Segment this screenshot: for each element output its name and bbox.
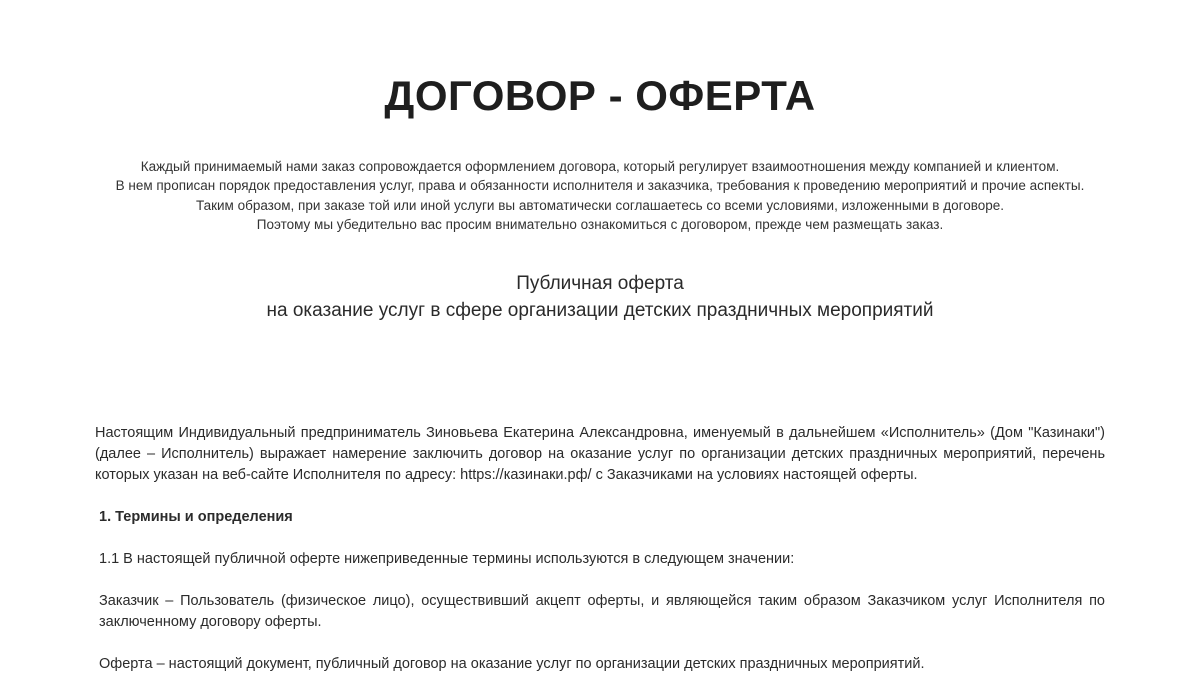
intro-block xyxy=(0,157,1200,234)
document-title: ДОГОВОР - ОФЕРТА xyxy=(384,72,816,119)
subtitle-line-2: на оказание услуг в сфере организации детских праздничных мероприятий xyxy=(266,300,934,321)
intro-line: В нем прописан порядок предоставления услуг, права и обязанности исполнителя и заказчика, требования к проведению мероприятий и прочие аспекты. xyxy=(115,178,1085,194)
clause-1-1: 1.1 В настоящей публичной оферте нижеприведенные термины используются в следующем значении: xyxy=(99,551,795,567)
intro-line: Поэтому мы убедительно вас просим внимательно ознакомиться с договором, прежде чем размещать заказ. xyxy=(256,216,944,232)
term-customer: Заказчик – Пользователь (физическое лицо), осуществивший акцепт оферты, и являющейся таким образом Заказчиком услуг Исполнителя по заключенному договору оферты. xyxy=(99,593,1105,630)
offer-subtitle xyxy=(0,270,1200,324)
offer-body xyxy=(95,423,1105,675)
section-heading-terms: 1. Термины и определения xyxy=(99,509,293,525)
preamble-paragraph: Настоящим Индивидуальный предприниматель Зиновьева Екатерина Александровна, именуемый в дальнейшем «Исполнитель» (Дом "Казинаки") (далее – Исполнитель) выражает намерение заключить договор на оказание услуг по организации детских праздничных мероприятий, перечень которых указан на веб-сайте Исполнителя по адресу: https://казинаки.рф/ с Заказчиками на условиях настоящей оферты. xyxy=(95,425,1105,483)
intro-line: Таким образом, при заказе той или иной услуги вы автоматически соглашаетесь со всеми условиями, изложенными в договоре. xyxy=(195,197,1005,213)
subtitle-line-1: Публичная оферта xyxy=(516,273,684,294)
intro-line: Каждый принимаемый нами заказ сопровождается оформлением договора, который регулирует взаимоотношения между компанией и клиентом. xyxy=(140,159,1060,174)
term-offer: Оферта – настоящий документ, публичный договор на оказание услуг по организации детских праздничных мероприятий. xyxy=(99,656,925,672)
